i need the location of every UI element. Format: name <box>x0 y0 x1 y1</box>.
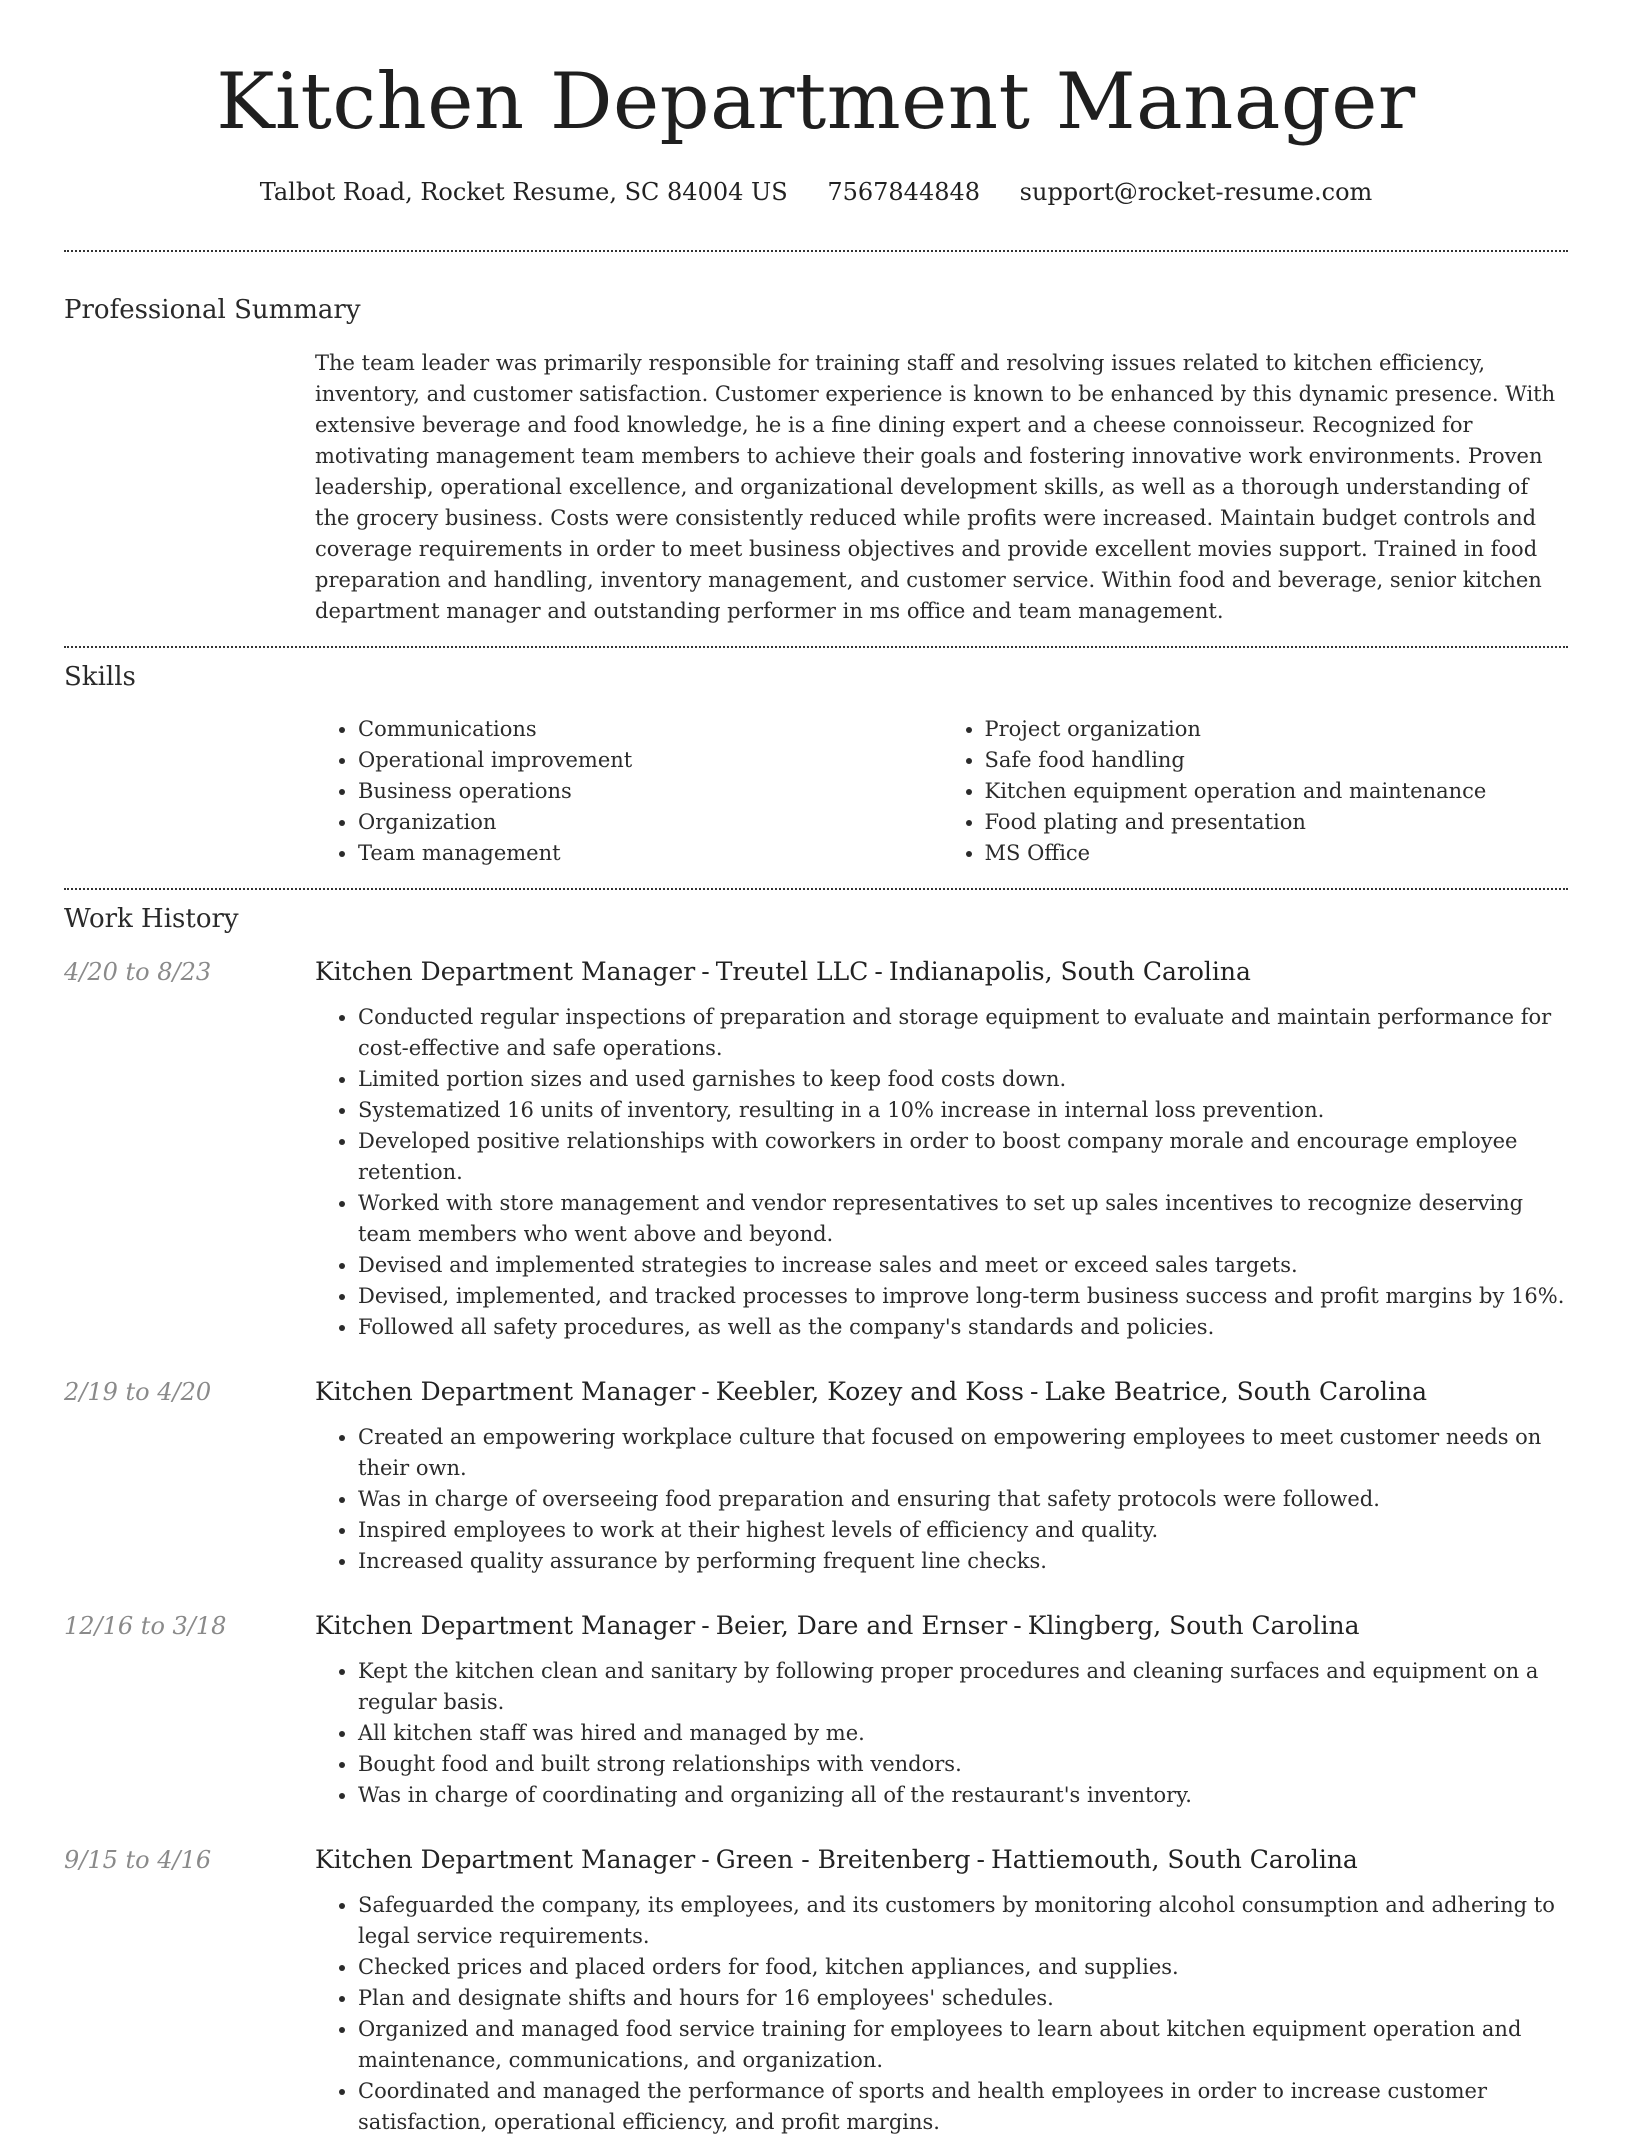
job-entry <box>64 957 1568 1343</box>
job-dates: 2/19 to 4/20 <box>64 1378 212 1406</box>
divider <box>64 888 1568 890</box>
divider <box>64 646 1568 648</box>
job-bullet-list <box>315 1890 1568 2138</box>
job-bullet: • All kitchen staff was hired and managed by me. <box>358 1718 1568 1749</box>
job-bullet: • Bought food and built strong relationships with vendors. <box>358 1749 1568 1780</box>
job-bullet: • Worked with store management and vendor representatives to set up sales incentives to recognize deserving team members who went above and beyond. <box>358 1188 1568 1250</box>
job-entry <box>64 1377 1568 1577</box>
job-dates: 12/16 to 3/18 <box>64 1612 227 1640</box>
job-role: Kitchen Department Manager <box>315 1377 696 1406</box>
summary-body <box>315 348 1568 627</box>
job-bullet: • Systematized 16 units of inventory, resulting in a 10% increase in internal loss prevention. <box>358 1095 1568 1126</box>
job-header <box>64 1611 1568 1640</box>
job-title-line: Kitchen Department Manager - Treutel LLC - Indianapolis, South Carolina <box>315 957 1251 986</box>
section-title-skills: Skills <box>64 662 136 692</box>
resume-name: Kitchen Department Manager <box>216 57 1416 147</box>
job-bullet: • Kept the kitchen clean and sanitary by following proper procedures and cleaning surfaces and equipment on a regular basis. <box>358 1656 1568 1718</box>
skills-section <box>64 659 1568 869</box>
skill-item: • Kitchen equipment operation and maintenance <box>985 776 1569 807</box>
contact-address: Talbot Road, Rocket Resume, SC 84004 US <box>259 178 788 206</box>
job-header <box>64 1377 1568 1406</box>
section-title-work: Work History <box>64 904 239 934</box>
job-bullet-list <box>315 1002 1568 1343</box>
skill-item: • MS Office <box>985 838 1569 869</box>
skills-list-left <box>315 714 942 869</box>
job-location: Indianapolis, South Carolina <box>888 957 1251 986</box>
job-dates: 9/15 to 4/16 <box>64 1846 212 1874</box>
job-entry <box>64 1611 1568 1811</box>
job-location: Lake Beatrice, South Carolina <box>1044 1377 1427 1406</box>
job-bullet: • Increased quality assurance by performing frequent line checks. <box>358 1546 1568 1577</box>
job-dates: 4/20 to 8/23 <box>64 958 212 986</box>
job-bullet: • Developed positive relationships with coworkers in order to boost company morale and encourage employee retention. <box>358 1126 1568 1188</box>
contact-line <box>64 174 1568 210</box>
job-role: Kitchen Department Manager <box>315 1845 696 1874</box>
contact-email: support@rocket-resume.com <box>1019 178 1373 206</box>
skills-list-right <box>942 714 1569 869</box>
skill-item: • Operational improvement <box>358 745 942 776</box>
job-bullets <box>315 1656 1568 1811</box>
job-bullet: • Was in charge of coordinating and organizing all of the restaurant's inventory. <box>358 1780 1568 1811</box>
job-bullet: • Inspired employees to work at their highest levels of efficiency and quality. <box>358 1515 1568 1546</box>
job-bullet: • Conducted regular inspections of preparation and storage equipment to evaluate and maintain performance for cost-effective and safe operations. <box>358 1002 1568 1064</box>
skills-grid <box>315 714 1568 869</box>
job-header <box>64 1845 1568 1874</box>
contact-phone: 7567844848 <box>827 178 981 206</box>
job-bullet: • Organized and managed food service training for employees to learn about kitchen equipment operation and maintenance, communications, and organization. <box>358 2014 1568 2076</box>
job-bullet-list <box>315 1422 1568 1577</box>
job-title-line: Kitchen Department Manager - Keebler, Kozey and Koss - Lake Beatrice, South Carolina <box>315 1377 1427 1406</box>
job-bullet: • Devised and implemented strategies to increase sales and meet or exceed sales targets. <box>358 1250 1568 1281</box>
job-bullet: • Coordinated and managed the performance of sports and health employees in order to increase customer satisfaction, operational efficiency, and profit margins. <box>358 2076 1568 2138</box>
job-bullet: • Plan and designate shifts and hours for 16 employees' schedules. <box>358 1983 1568 2014</box>
job-bullet: • Limited portion sizes and used garnishes to keep food costs down. <box>358 1064 1568 1095</box>
job-title-line: Kitchen Department Manager - Green - Breitenberg - Hattiemouth, South Carolina <box>315 1845 1358 1874</box>
job-title-line: Kitchen Department Manager - Beier, Dare and Ernser - Klingberg, South Carolina <box>315 1611 1360 1640</box>
job-bullets <box>315 1422 1568 1577</box>
job-bullets <box>315 1002 1568 1343</box>
divider <box>64 250 1568 252</box>
job-bullet: • Checked prices and placed orders for food, kitchen appliances, and supplies. <box>358 1952 1568 1983</box>
job-bullet: • Created an empowering workplace culture that focused on empowering employees to meet customer needs on their own. <box>358 1422 1568 1484</box>
job-role: Kitchen Department Manager <box>315 957 696 986</box>
skill-item: • Business operations <box>358 776 942 807</box>
summary-section <box>64 292 1568 627</box>
job-bullet: • Was in charge of overseeing food preparation and ensuring that safety protocols were followed. <box>358 1484 1568 1515</box>
job-entry <box>64 1845 1568 2138</box>
job-role: Kitchen Department Manager <box>315 1611 696 1640</box>
job-bullet: • Followed all safety procedures, as well as the company's standards and policies. <box>358 1312 1568 1343</box>
work-section <box>64 901 1568 2138</box>
job-company: Green - Breitenberg <box>715 1845 971 1874</box>
skill-item: • Safe food handling <box>985 745 1569 776</box>
job-bullet: • Devised, implemented, and tracked processes to improve long-term business success and profit margins by 16%. <box>358 1281 1568 1312</box>
skill-item: • Project organization <box>985 714 1569 745</box>
job-bullet: • Safeguarded the company, its employees, and its customers by monitoring alcohol consumption and adhering to legal service requirements. <box>358 1890 1568 1952</box>
job-company: Beier, Dare and Ernser <box>715 1611 1008 1640</box>
resume-page <box>64 0 1568 2138</box>
job-bullet-list <box>315 1656 1568 1811</box>
section-title-summary: Professional Summary <box>64 295 361 325</box>
skill-item: • Organization <box>358 807 942 838</box>
skill-item: • Team management <box>358 838 942 869</box>
summary-text: The team leader was primarily responsible for training staff and resolving issues related to kitchen efficiency, inventory, and customer satisfaction. Customer experience is known to be enhanced by this dynamic presence. With extensive beverage and food knowledge, he is a fine dining expert and a cheese connoisseur. Recognized for motivating management team members to achieve their goals and fostering innovative work environments. Proven leadership, operational excellence, and organizational development skills, as well as a thorough understanding of the grocery business. Costs were consistently reduced while profits were increased. Maintain budget controls and coverage requirements in order to meet business objectives and provide excellent movies support. Trained in food preparation and handling, inventory management, and customer service. Within food and beverage, senior kitchen department manager and outstanding performer in ms office and team management. <box>315 351 1556 623</box>
job-company: Treutel LLC <box>715 957 869 986</box>
skill-item: • Communications <box>358 714 942 745</box>
job-company: Keebler, Kozey and Koss <box>715 1377 1024 1406</box>
job-location: Hattiemouth, South Carolina <box>990 1845 1358 1874</box>
job-bullets <box>315 1890 1568 2138</box>
job-location: Klingberg, South Carolina <box>1027 1611 1360 1640</box>
job-header <box>64 957 1568 986</box>
skill-item: • Food plating and presentation <box>985 807 1569 838</box>
